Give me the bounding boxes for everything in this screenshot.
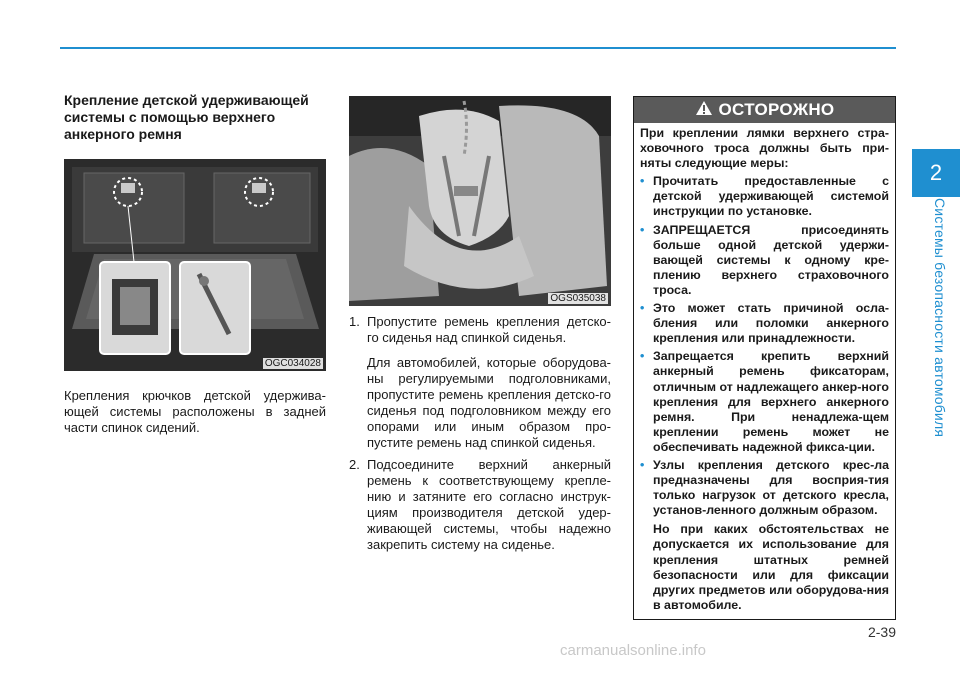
column-left [64,92,326,436]
warning-item [640,458,889,613]
step-number: 1. [349,314,360,329]
step-item [349,314,611,451]
photo-code: OGS035038 [550,293,606,304]
warning-item-text: Прочитать предоставленные с детской удерживающей системой инструкции по установке. [653,174,889,219]
anchor-location-paragraph: Крепления крючков детской удержива-ющей системы расположены в задней части спинок сидений. [64,388,326,435]
warning-item-text: Это может стать причиной осла-бления или поломки анкерного крепления или принадлежности. [653,301,889,346]
bullet-icon: • [640,174,645,189]
bullet-icon: • [640,301,645,316]
warning-item-text: Запрещается крепить верхний анкерный ремень фиксаторам, отличным от надлежащего анкер-ного крепления для верхнего анкерного ремня. При ненадлежа-щем креплении ремень может не обеспечивать надежной фикса-ции. [653,349,889,454]
bullet-icon: • [640,349,645,364]
step-note: Для автомобилей, которые оборудова-ны регулируемыми подголовниками, пропустите ремень крепления детско-го сиденья под подголовником между его опорами или иным образом про-пустите ремень над спинкой сиденья. [367,355,611,450]
warning-icon [695,100,713,121]
child-seat-illustration [349,96,611,306]
warning-list [640,174,889,613]
bullet-icon: • [640,222,645,237]
page-number: 2-39 [867,624,896,640]
warning-item [640,174,889,219]
top-rule [60,47,896,49]
warning-body [634,123,895,613]
trunk-anchor-photo [64,159,326,371]
warning-title: ОСТОРОЖНО [718,100,835,119]
child-seat-photo [349,96,611,306]
trunk-illustration [64,159,326,371]
warning-item [640,301,889,346]
installation-steps [349,314,611,553]
warning-item-extra: Но при каких обстоятельствах не допускается их использование для крепления штатных ремней безопасности или для фиксации других предметов или оборудова-ния в автомобиле. [653,522,889,612]
photo-code: OGC034028 [264,358,321,369]
watermark: carmanualsonline.info [560,642,706,659]
step-text: Пропустите ремень крепления детско-го сиденья над спинкой сиденья. [367,314,611,345]
warning-item-text: Узлы крепления детского крес-ла предназначены для восприя-тия только нагрузок от детского кресла, установ-ленного должным образом. [653,457,889,518]
column-middle [349,96,611,553]
warning-item [640,223,889,298]
step-number: 2. [349,457,360,472]
chapter-label: Системы безопасности автомобиля [932,198,948,438]
chapter-tab [912,149,960,197]
bullet-icon: • [640,457,645,472]
warning-item [640,349,889,455]
chapter-number: 2 [929,160,943,185]
warning-item-text: ЗАПРЕЩАЕТСЯ присоединять больше одной детской удержи-вающей системы к одному кре-плению верхнего страховочного троса. [653,222,889,297]
section-title: Крепление детской удерживающей системы с помощью верхнего анкерного ремня [64,92,309,142]
warning-box [633,96,896,620]
warning-intro: При креплении лямки верхнего стра-ховочного троса должны быть при-няты следующие меры: [640,126,889,171]
step-item [349,457,611,553]
step-text: Подсоедините верхний анкерный ремень к соответствующему крепле-нию и затяните его согласно инструк-циям производителя детской удер-живающей системы, чтобы надежно закрепить систему на сиденье. [367,457,611,552]
warning-header [634,97,895,123]
